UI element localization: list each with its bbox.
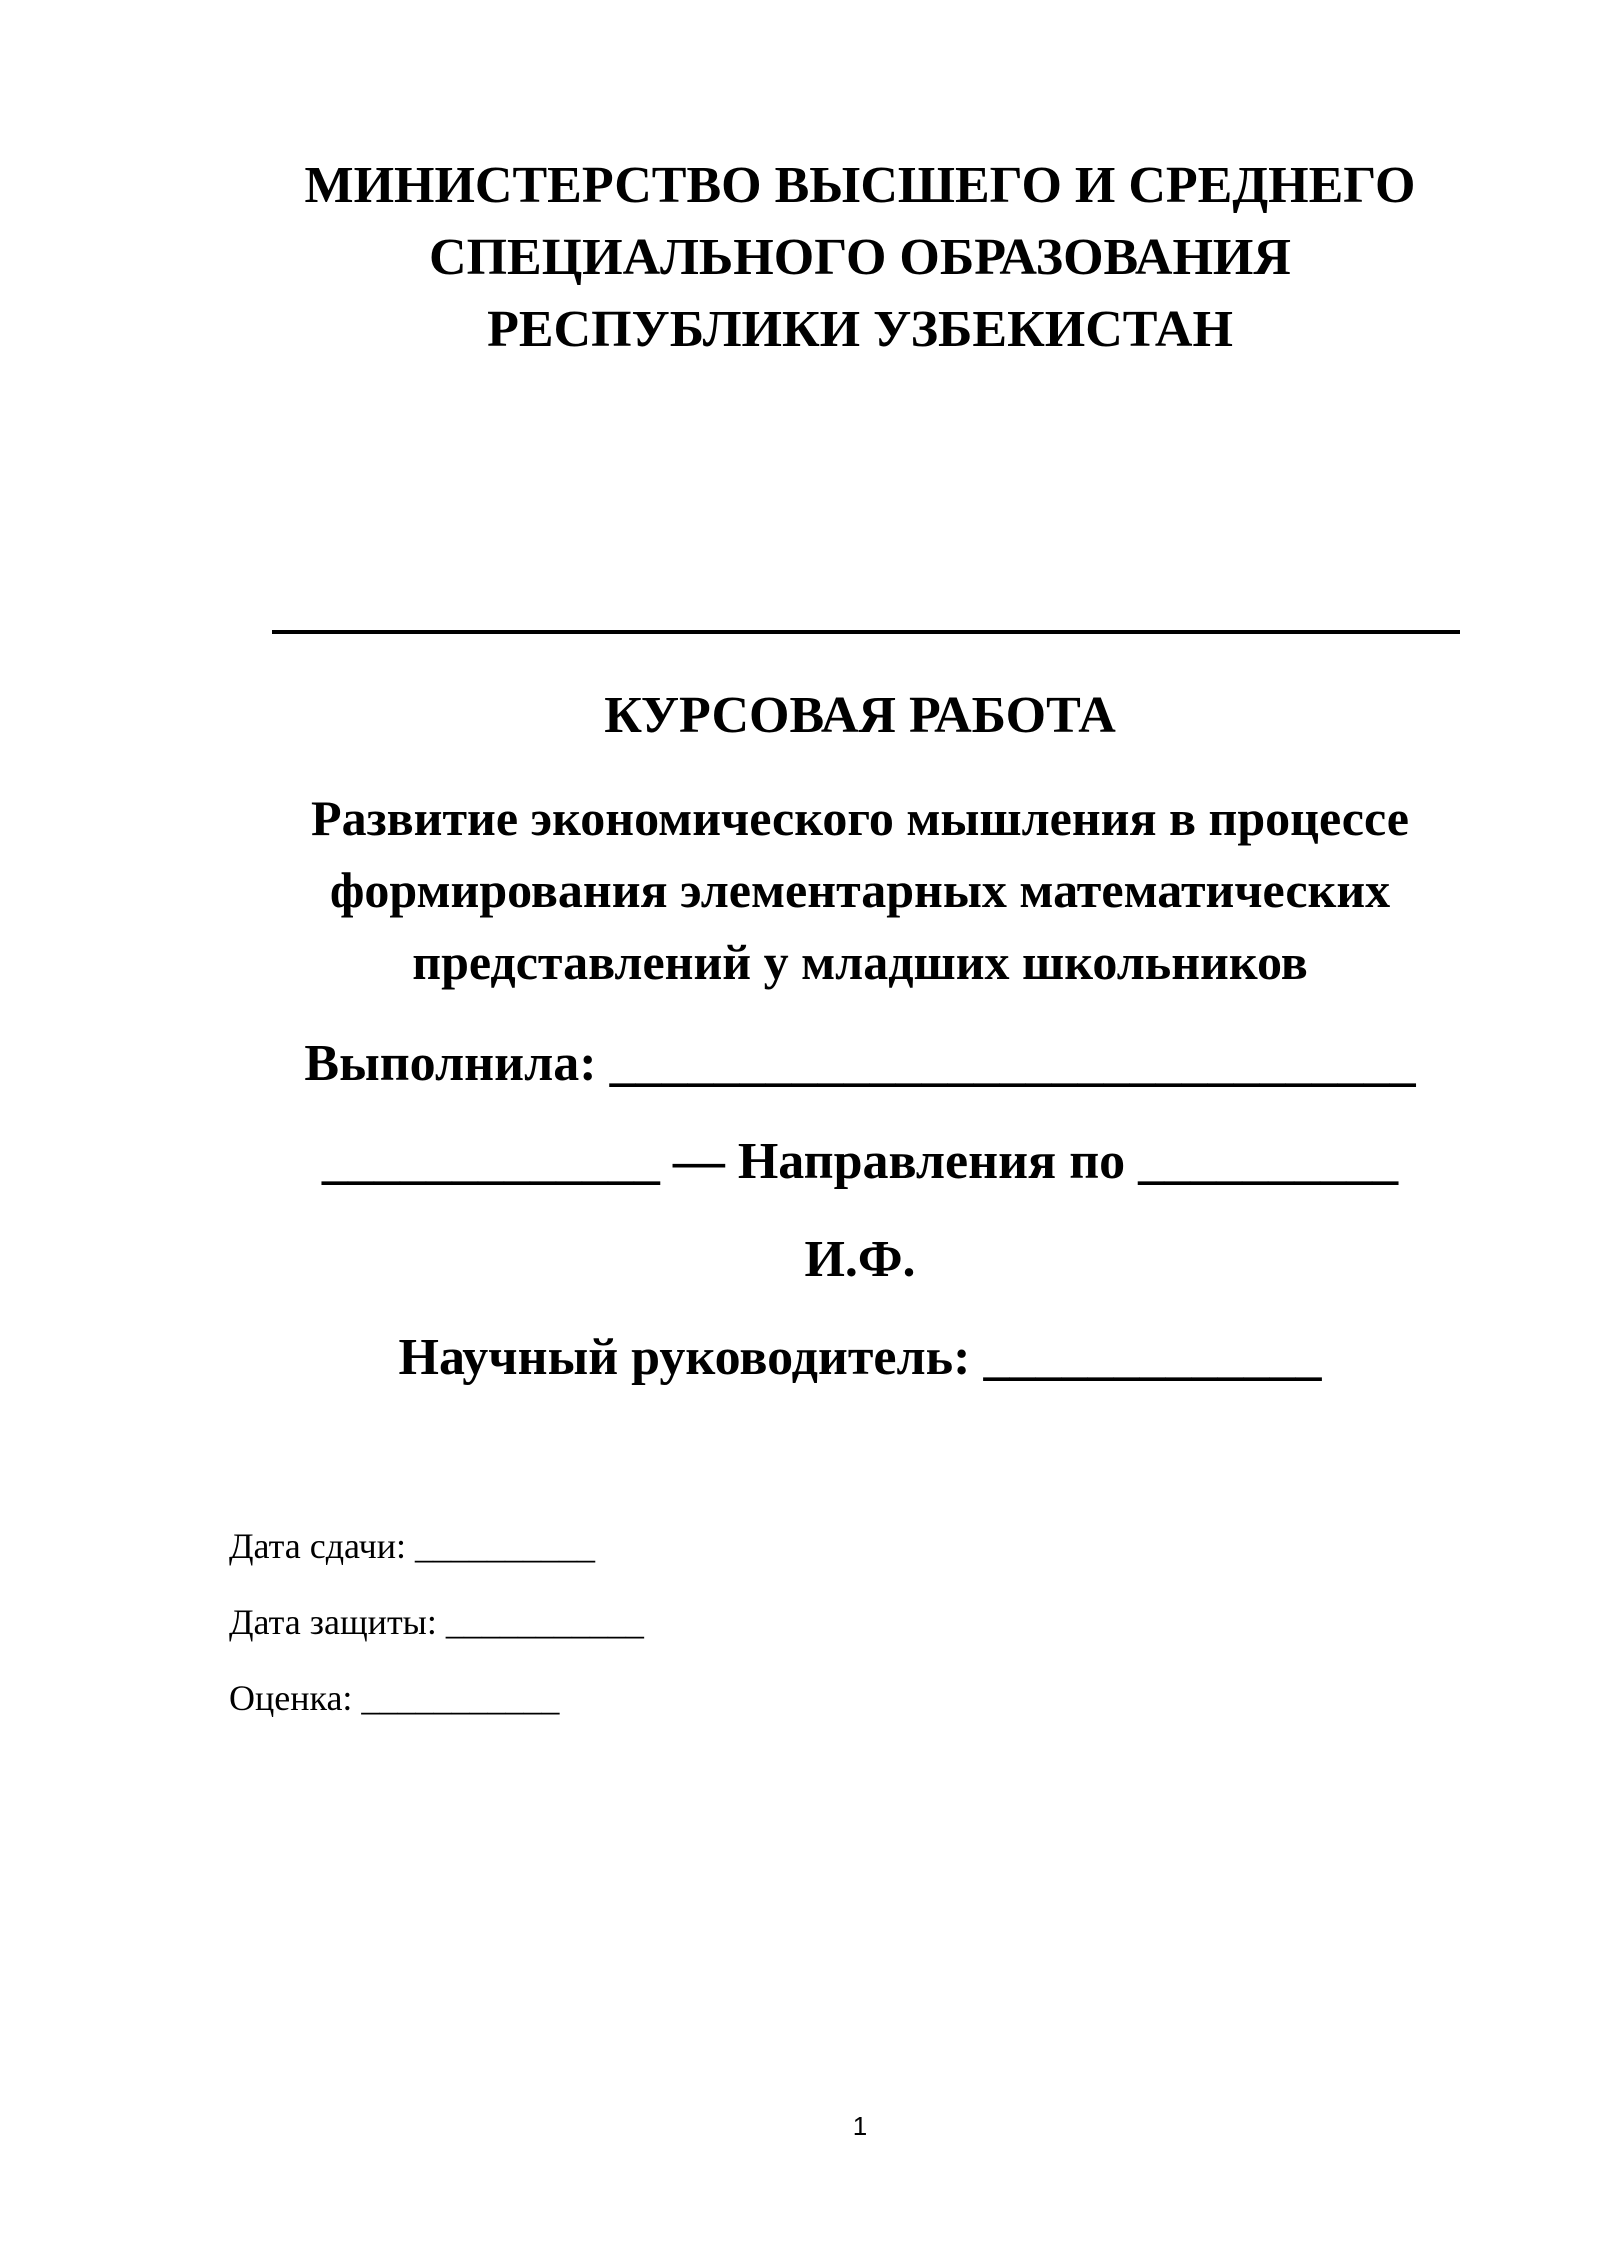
topic-title (240, 782, 1480, 998)
performer-field: Выполнила: _______________________________ (304, 1035, 1416, 1092)
ministry-heading-line-1: МИНИСТЕРСТВО ВЫСШЕГО И СРЕДНЕГО (304, 157, 1416, 214)
page-number: 1 (852, 2111, 868, 2141)
submission-date-field: Дата сдачи: __________ (229, 1526, 595, 1566)
direction-field: _____________ — Направления по __________ (321, 1133, 1399, 1190)
topic-title-line-3: представлений у младших школьников (412, 934, 1308, 990)
horizontal-rule (272, 630, 1460, 634)
grade-field: Оценка: ___________ (229, 1678, 560, 1718)
ministry-heading (240, 150, 1480, 366)
ministry-heading-line-2: СПЕЦИАЛЬНОГО ОБРАЗОВАНИЯ (429, 229, 1291, 286)
defense-date-field: Дата защиты: ___________ (229, 1602, 644, 1642)
ministry-heading-line-3: РЕСПУБЛИКИ УЗБЕКИСТАН (487, 301, 1233, 358)
supervisor-field: Научный руководитель: _____________ (398, 1329, 1322, 1386)
topic-title-line-2: формирования элементарных математических (329, 862, 1391, 918)
topic-title-line-1: Развитие экономического мышления в процессе (311, 790, 1409, 846)
work-type-title: КУРСОВАЯ РАБОТА (604, 687, 1116, 744)
initials-field: И.Ф. (804, 1231, 916, 1288)
